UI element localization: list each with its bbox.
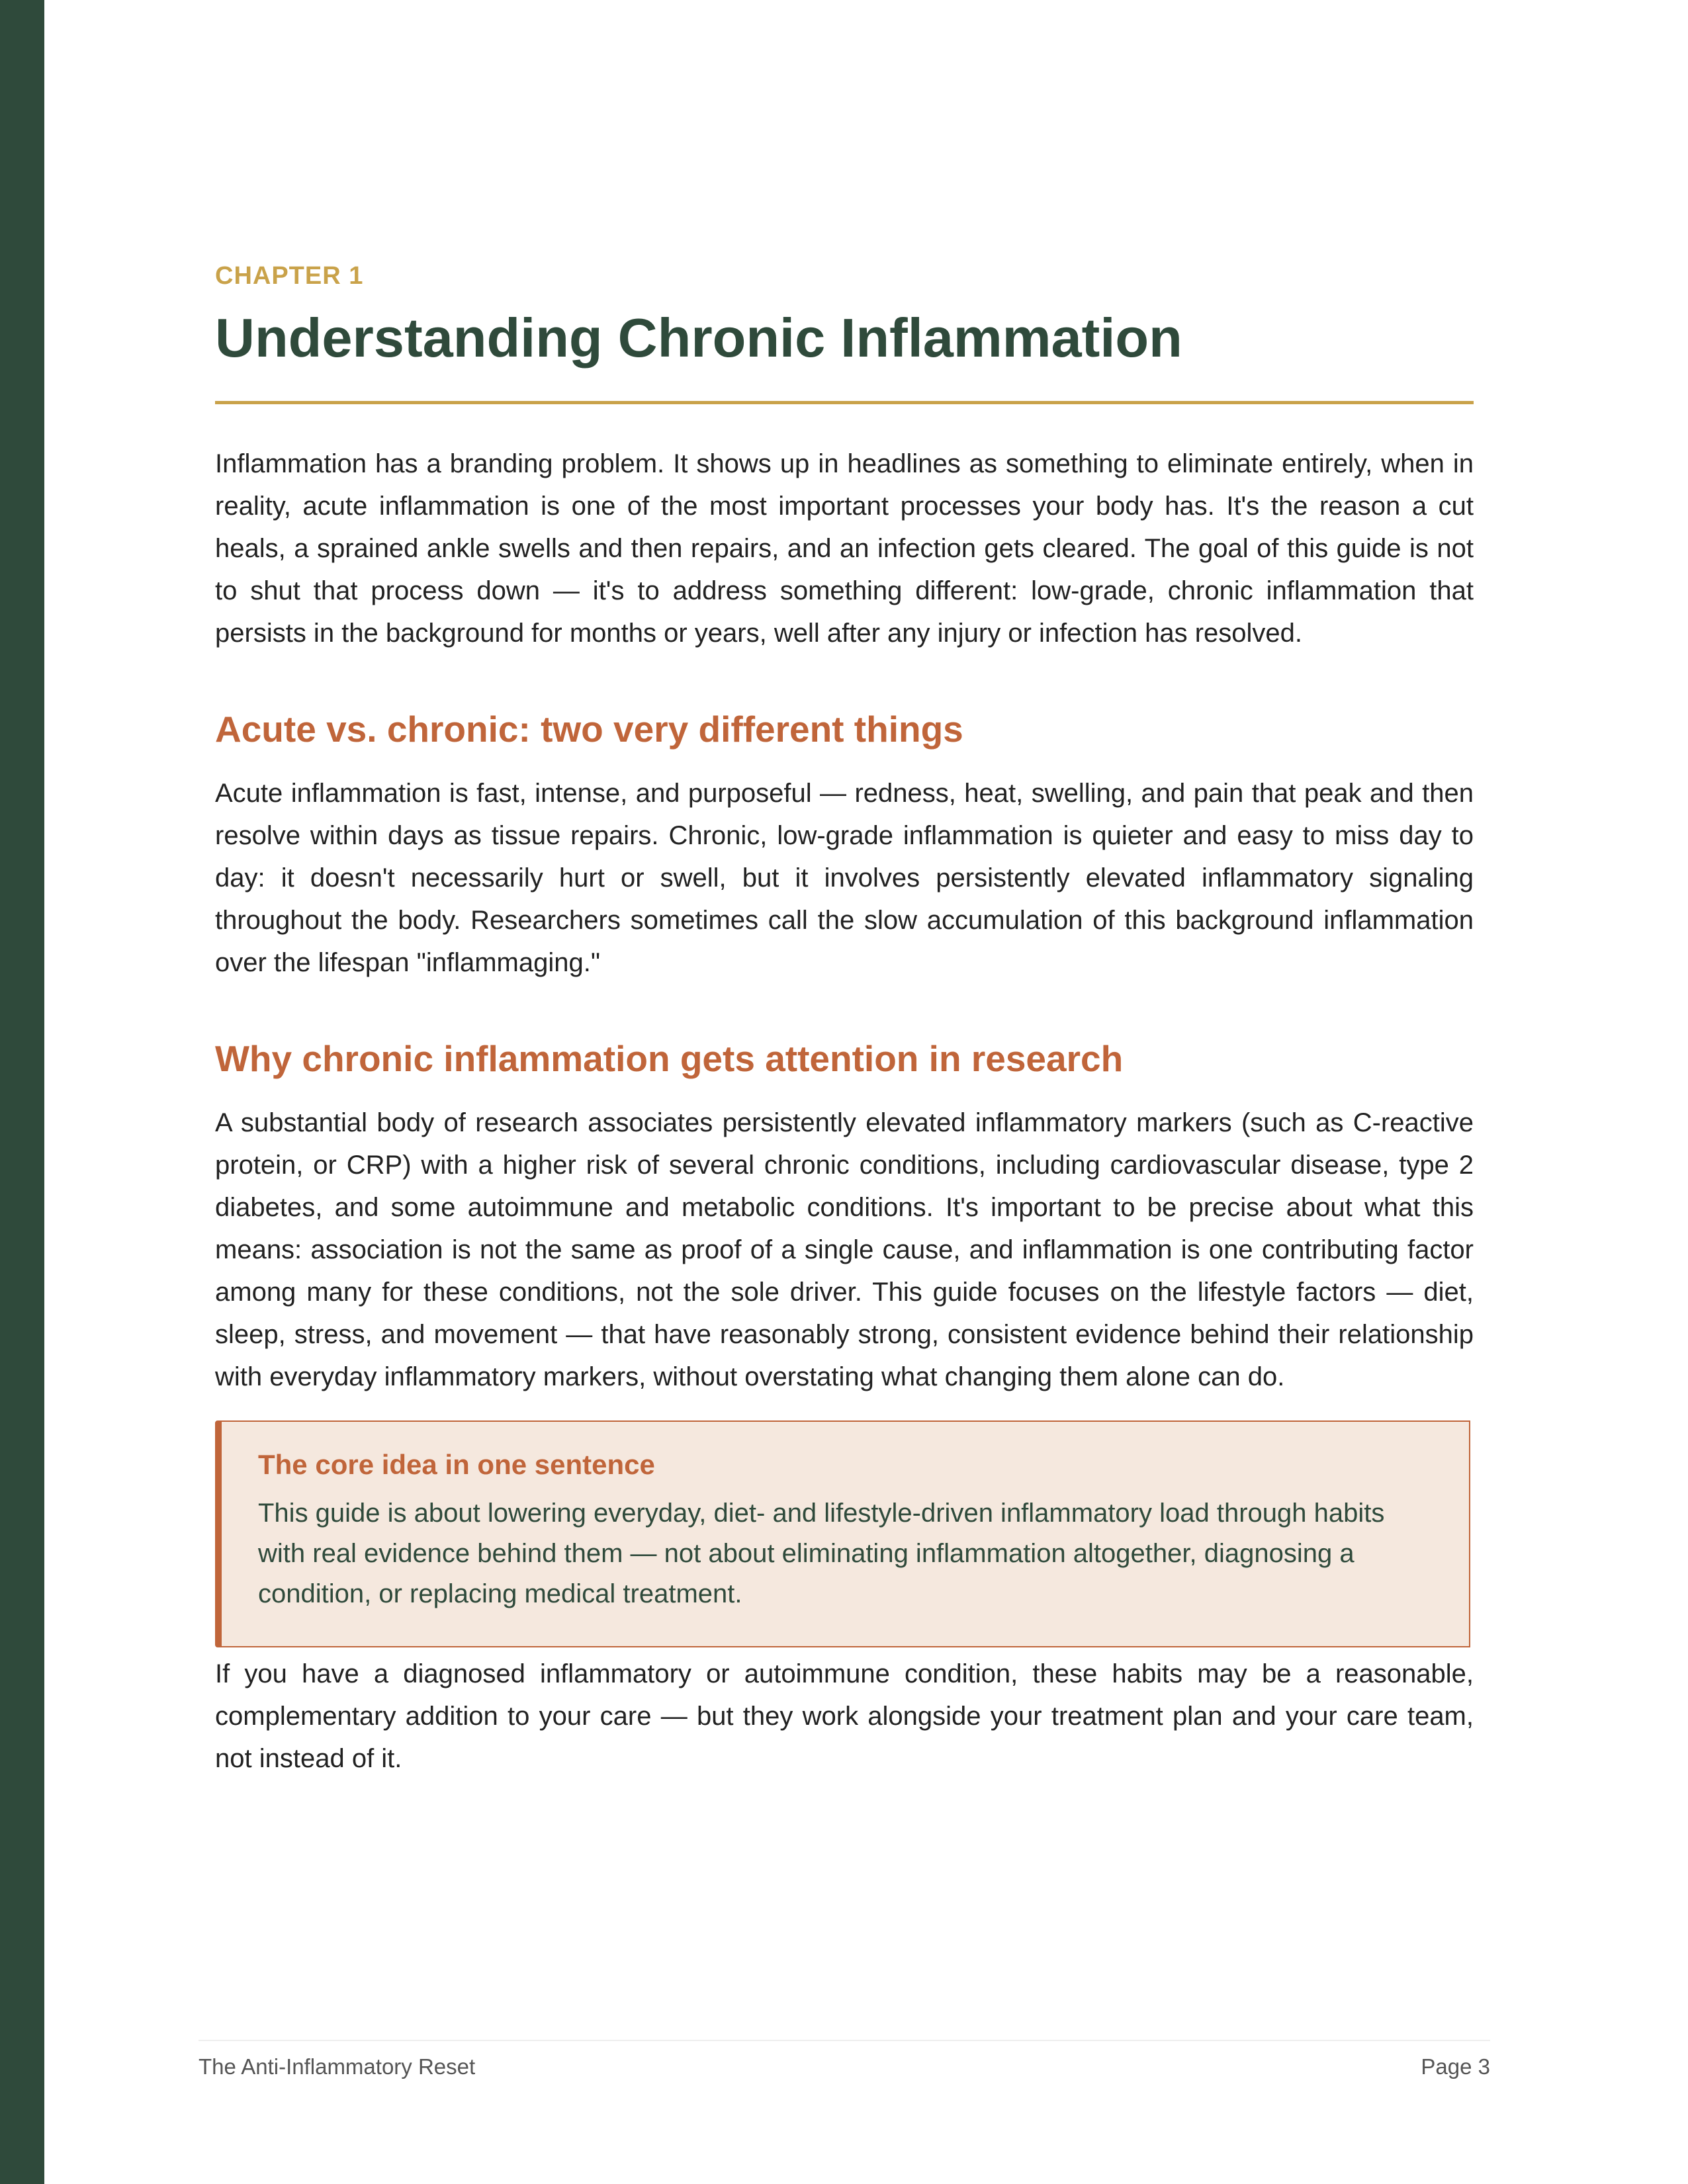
section-heading-research: Why chronic inflammation gets attention in research <box>215 1038 1124 1080</box>
core-idea-callout <box>215 1420 1470 1647</box>
footer-page-number: Page 3 <box>1421 2054 1490 2079</box>
chapter-title: Understanding Chronic Inflammation <box>215 306 1182 369</box>
section-paragraph-acute-vs-chronic: Acute inflammation is fast, intense, and purposeful — redness, heat, swelling, and pain that peak and then resolve within days as tissue repairs. Chronic, low-grade inflammation is quieter and easy to miss day to day: it doesn't necessarily hurt or swell, but it involves persistently elevated inflammatory signaling throughout the body. Researchers sometimes call the slow accumulation of this background inflammation over the lifespan "inflammaging." <box>215 779 1474 978</box>
section-paragraph-research: A substantial body of research associates persistently elevated inflammatory markers (such as C-reactive protein, or CRP) with a higher risk of several chronic conditions, including cardiovascular disease, type 2 diabetes, and some autoimmune and metabolic conditions. It's important to be precise about what this means: association is not the same as proof of a single cause, and inflammation is one contributing factor among many for these conditions, not the sole driver. This guide focuses on the lifestyle factors — diet, sleep, stress, and movement — that have reasonably strong, consistent evidence behind their relationship with everyday inflammatory markers, without overstating what changing them alone can do. <box>215 1108 1474 1392</box>
closing-paragraph: If you have a diagnosed inflammatory or autoimmune condition, these habits may be a reasonable, complementary addition to your care — but they work alongside your treatment plan and your care team, not instead of it. <box>215 1659 1474 1774</box>
side-accent-bar <box>0 0 44 2184</box>
section-heading-acute-vs-chronic: Acute vs. chronic: two very different things <box>215 709 963 750</box>
callout-text: This guide is about lowering everyday, diet- and lifestyle-driven inflammatory load through habits with real evidence behind them — not about eliminating inflammation altogether, diagnosing a condition, or replacing medical treatment. <box>258 1499 1385 1609</box>
chapter-label: CHAPTER 1 <box>215 262 364 290</box>
footer-divider <box>199 2040 1490 2041</box>
intro-paragraph: Inflammation has a branding problem. It shows up in headlines as something to eliminate entirely, when in reality, acute inflammation is one of the most important processes your body has. It's the reason a cut heals, a sprained ankle swells and then repairs, and an infection gets cleared. The goal of this guide is not to shut that process down — it's to address something different: low-grade, chronic inflammation that persists in the background for months or years, well after any injury or infection has resolved. <box>215 449 1474 648</box>
title-divider <box>215 401 1474 404</box>
page-content <box>215 261 1474 1780</box>
callout-title: The core idea in one sentence <box>258 1449 655 1481</box>
footer-book-title: The Anti-Inflammatory Reset <box>199 2054 476 2079</box>
